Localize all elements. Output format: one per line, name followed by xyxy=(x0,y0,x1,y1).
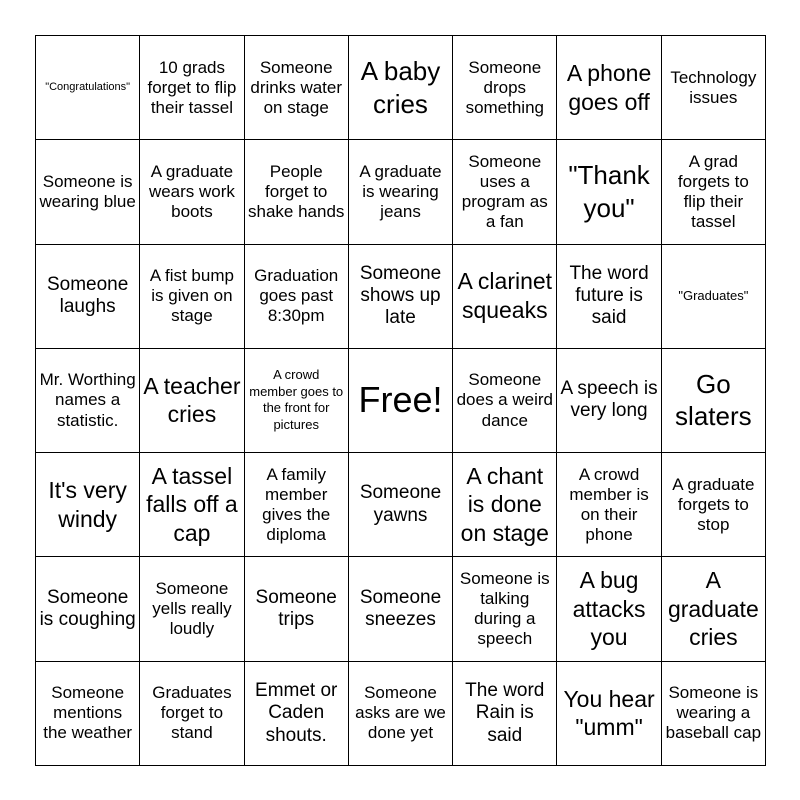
bingo-cell[interactable] xyxy=(453,349,557,453)
bingo-cell[interactable] xyxy=(557,662,661,766)
bingo-cell[interactable] xyxy=(140,245,244,349)
bingo-cell[interactable] xyxy=(245,245,349,349)
bingo-cell-text: A graduate cries xyxy=(667,566,759,651)
bingo-cell-text: A graduate wears work boots xyxy=(148,161,235,221)
bingo-cell-text: Graduation goes past 8:30pm xyxy=(254,266,339,326)
bingo-cell[interactable] xyxy=(453,245,557,349)
bingo-cell[interactable] xyxy=(453,662,557,766)
bingo-cell[interactable] xyxy=(557,557,661,661)
bingo-cell[interactable] xyxy=(662,140,766,244)
free-space-cell[interactable] xyxy=(349,349,453,453)
bingo-cell-text: A tassel falls off a cap xyxy=(146,462,238,547)
bingo-cell-text: A bug attacks you xyxy=(572,566,646,651)
bingo-cell[interactable] xyxy=(557,349,661,453)
bingo-cell[interactable] xyxy=(557,140,661,244)
bingo-cell[interactable] xyxy=(36,349,140,453)
bingo-cell[interactable] xyxy=(662,349,766,453)
bingo-cell[interactable] xyxy=(245,453,349,557)
bingo-cell-text: "Congratulations" xyxy=(45,81,131,94)
bingo-cell[interactable] xyxy=(245,557,349,661)
bingo-cell[interactable] xyxy=(662,557,766,661)
bingo-cell-text: Someone trips xyxy=(255,586,337,631)
bingo-cell-text: Someone is coughing xyxy=(39,586,136,631)
bingo-cell-text: Someone yells really loudly xyxy=(152,578,232,639)
bingo-cell-text: You hear "umm" xyxy=(563,685,655,741)
bingo-cell-text: Someone is wearing a baseball cap xyxy=(665,683,762,743)
bingo-cell-text: A baby cries xyxy=(360,56,441,119)
bingo-cell-text: It's very windy xyxy=(48,477,127,532)
bingo-cell-text: A grad forgets to flip their tassel xyxy=(677,151,749,231)
bingo-cell[interactable] xyxy=(245,140,349,244)
bingo-cell[interactable] xyxy=(453,36,557,140)
bingo-cell[interactable] xyxy=(453,557,557,661)
bingo-cell[interactable] xyxy=(349,36,453,140)
bingo-cell-text: Someone is talking during a speech xyxy=(459,568,550,649)
bingo-board xyxy=(35,35,766,766)
bingo-cell[interactable] xyxy=(36,140,140,244)
bingo-cell-text: Someone drinks water on stage xyxy=(250,57,343,117)
bingo-cell-text: A crowd member goes to the front for pictures xyxy=(249,366,344,433)
bingo-cell-text: A teacher cries xyxy=(143,372,241,428)
bingo-cell[interactable] xyxy=(662,662,766,766)
bingo-cell-text: A clarinet squeaks xyxy=(457,268,553,324)
bingo-cell-text: Go slaters xyxy=(675,368,752,432)
bingo-cell[interactable] xyxy=(140,453,244,557)
bingo-cell-text: Graduates forget to stand xyxy=(152,683,232,743)
bingo-cell-text: A chant is done on stage xyxy=(460,462,549,547)
bingo-cell-text: 10 grads forget to flip their tassel xyxy=(147,57,237,117)
bingo-cell-text: A crowd member is on their phone xyxy=(569,464,649,544)
bingo-cell[interactable] xyxy=(349,245,453,349)
bingo-cell[interactable] xyxy=(140,140,244,244)
bingo-cell[interactable] xyxy=(36,557,140,661)
bingo-cell[interactable] xyxy=(36,662,140,766)
bingo-cell[interactable] xyxy=(349,453,453,557)
bingo-cell-text: "Graduates" xyxy=(678,287,749,303)
bingo-cell[interactable] xyxy=(140,662,244,766)
bingo-cell[interactable] xyxy=(453,453,557,557)
bingo-cell[interactable] xyxy=(140,36,244,140)
bingo-cell-text: A speech is very long xyxy=(560,378,658,422)
bingo-cell[interactable] xyxy=(140,349,244,453)
bingo-cell-text: Someone mentions the weather xyxy=(43,683,133,743)
bingo-cell[interactable] xyxy=(140,557,244,661)
bingo-cell[interactable] xyxy=(245,36,349,140)
bingo-cell[interactable] xyxy=(245,349,349,453)
bingo-cell-text: "Thank you" xyxy=(568,160,650,223)
bingo-cell[interactable] xyxy=(349,557,453,661)
bingo-cell-text: Someone uses a program as a fan xyxy=(461,151,548,231)
bingo-cell[interactable] xyxy=(662,36,766,140)
bingo-cell[interactable] xyxy=(349,662,453,766)
bingo-cell-text: The word future is said xyxy=(569,262,649,329)
bingo-cell[interactable] xyxy=(36,36,140,140)
bingo-cell-text: A family member gives the diploma xyxy=(262,464,331,544)
bingo-cell-text: A phone goes off xyxy=(566,59,652,115)
bingo-cell-text: A graduate forgets to stop xyxy=(672,474,755,534)
bingo-cell[interactable] xyxy=(36,453,140,557)
bingo-cell-text: Someone yawns xyxy=(359,482,442,526)
free-space-text: Free! xyxy=(358,379,443,421)
bingo-cell[interactable] xyxy=(557,453,661,557)
bingo-cell-text: A fist bump is given on stage xyxy=(149,266,234,326)
bingo-cell[interactable] xyxy=(557,245,661,349)
bingo-cell[interactable] xyxy=(662,245,766,349)
bingo-cell-text: Someone drops something xyxy=(465,57,544,117)
bingo-cell-text: Mr. Worthing names a statistic. xyxy=(39,370,136,430)
bingo-cell-text: Technology issues xyxy=(670,67,757,107)
bingo-cell[interactable] xyxy=(349,140,453,244)
bingo-cell-text: The word Rain is said xyxy=(465,679,545,746)
bingo-cell-text: A graduate is wearing jeans xyxy=(359,161,442,221)
bingo-cell[interactable] xyxy=(245,662,349,766)
bingo-cell[interactable] xyxy=(453,140,557,244)
bingo-cell-text: Someone is wearing blue xyxy=(39,171,136,211)
bingo-cell[interactable] xyxy=(662,453,766,557)
bingo-cell-text: Someone shows up late xyxy=(359,262,442,329)
bingo-cell-text: Emmet or Caden shouts. xyxy=(255,679,338,746)
bingo-cell-text: Someone sneezes xyxy=(359,586,442,631)
bingo-cell-text: Someone asks are we done yet xyxy=(355,683,446,743)
bingo-cell-text: People forget to shake hands xyxy=(248,161,345,221)
bingo-cell-text: Someone does a weird dance xyxy=(456,370,553,430)
bingo-cell[interactable] xyxy=(36,245,140,349)
bingo-cell[interactable] xyxy=(557,36,661,140)
bingo-cell-text: Someone laughs xyxy=(46,273,129,318)
